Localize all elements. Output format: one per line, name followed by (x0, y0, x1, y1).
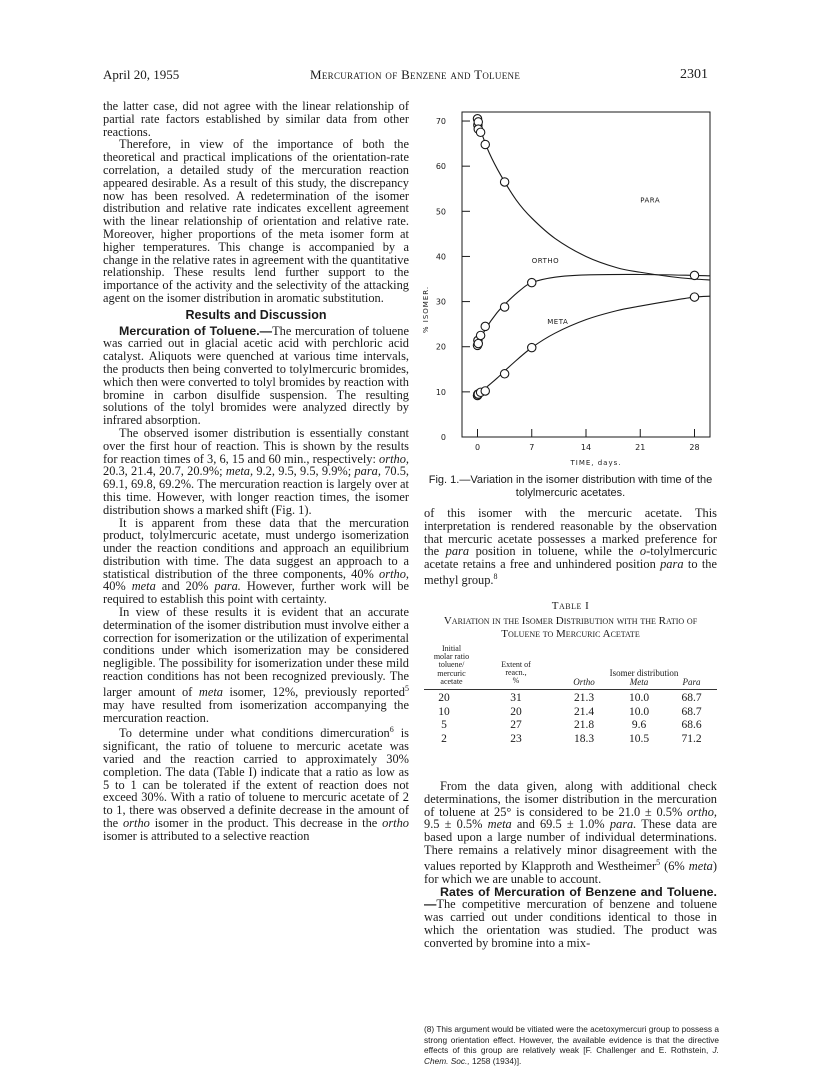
section-heading: Results and Discussion (185, 307, 327, 322)
y-tick-label: 10 (435, 387, 446, 397)
table-cell: 20 (510, 705, 522, 718)
column-header-meta: Meta (629, 677, 649, 687)
table-cell: 21.3 (573, 692, 595, 704)
y-tick-label: 30 (435, 297, 446, 307)
header-line: acetate (440, 676, 463, 686)
ortho-data-point (474, 339, 482, 347)
text-run: In view of these results it is evident that an accurate determination of the isomer distribution must involve either a correction for isomerization or the utilization of experimental conditions under which isomerization may be considered negligible. The possibility for isomerization under these mild reaction conditions has not been recognized previously. The larger amount of (103, 605, 409, 699)
paragraph (103, 427, 409, 517)
text-run: These data are based upon a large number of individual determinations. There remains a relatively minor disagreement with the values reported by Klapproth and Westheimer (424, 817, 717, 873)
italic-term: o (639, 544, 647, 559)
header-line: % (512, 676, 520, 686)
ortho-curve (478, 274, 711, 345)
reference-superscript: 6 (389, 725, 394, 735)
y-axis-title: % ISOMER. (422, 285, 430, 334)
italic-term: ortho, (379, 451, 409, 466)
italic-term: ortho (122, 816, 150, 831)
ortho-data-point (481, 322, 489, 330)
text-run: isomer in the product. This decrease in the (149, 816, 383, 831)
table-cell: 5 (441, 719, 447, 731)
text-run: -tolylmercuric acetate retains a free and unhindered position (424, 544, 717, 572)
table-cell: 21.4 (573, 705, 595, 718)
x-tick-label: 0 (474, 443, 481, 452)
italic-term: J. Chem. Soc., (424, 1045, 719, 1066)
x-tick-label: 14 (580, 443, 592, 452)
paragraph: Therefore, in view of the importance of both the theoretical and practical implications of the orientation-rate correlation, a detailed study of the mercuration reaction appeared desirable. As a result of this study, the discrepancy now has been resolved. A redetermination of the isomer distribution and relative rate indicates excellent agreement with the linear relationship of orientation and relative rate. Moreover, higher proportions of the meta isomer form at higher temperatures. This change is accompanied by a change in the relative rates in agreement with the quantitative relationship. These results lend further support to the importance of the activity and the selectivity of the attacking agent on the isomer distribution in aromatic substitution. (103, 137, 409, 305)
ortho-data-point (690, 271, 698, 279)
meta-data-point (528, 343, 536, 351)
header-line: mercuric (437, 668, 466, 678)
column-group-header: Isomer distribution (609, 668, 679, 678)
table-row (424, 733, 717, 746)
paragraph (424, 507, 717, 587)
y-tick-label: 20 (435, 342, 446, 352)
para-data-point (481, 140, 489, 148)
running-header-date: April 20, 1955 (103, 67, 180, 82)
paragraph (103, 325, 409, 427)
table-cell: 23 (510, 732, 522, 745)
italic-term: para, (354, 464, 381, 479)
italic-term: ortho, (687, 804, 717, 819)
meta-curve-label: META (547, 318, 569, 327)
text-run: isomer is attributed to a selective reaction (103, 828, 310, 843)
table-cell: 10 (438, 705, 450, 718)
text-run: 20.3, 21.4, 20.7, 20.9%; (103, 464, 226, 479)
meta-data-point (500, 370, 508, 378)
paragraph (103, 517, 409, 607)
run-in-heading: Rates of Mercuration of Benzene and Toluene.— (424, 884, 717, 912)
ortho-data-point (528, 278, 536, 286)
header-line: Initial (441, 644, 462, 653)
italic-term: para. (214, 579, 241, 594)
text-run: To determine under what conditions dimercuration (119, 726, 390, 741)
header-line: toluene/ (438, 660, 465, 670)
table-row (424, 719, 717, 732)
italic-term: para. (609, 817, 637, 832)
text-run: and 20% (155, 579, 215, 594)
text-run: may have resulted from isomerization accompanying the mercuration reaction. (103, 697, 409, 725)
table-cell: 10.0 (628, 692, 650, 704)
ortho-data-point (500, 303, 508, 311)
table-cell: 27 (510, 719, 522, 731)
y-tick-label: 70 (435, 117, 446, 127)
table-cell: 68.7 (681, 705, 702, 718)
italic-term: meta, (225, 464, 254, 479)
table-cell: 10.5 (628, 732, 650, 745)
y-tick-label: 60 (435, 162, 446, 172)
right-column-continued (424, 780, 717, 949)
left-column (103, 100, 409, 843)
header-line: reacn., (505, 668, 527, 678)
italic-term: meta (688, 858, 713, 873)
table-cell: 9.6 (631, 719, 647, 731)
running-header-title: Mercuration of Benzene and Toluene (310, 67, 521, 82)
para-curve-label: PARA (640, 196, 661, 205)
text-run: 9.2, 9.5, 9.5, 9.9%; (253, 464, 355, 479)
text-run: 70.5, 69.1, 69.8, 69.2%. The mercuration reaction is largely over at this time. However, with longer reaction times, the isomer distribution shows a marked shift (Fig. 1). (103, 464, 409, 517)
text-run: position in toluene, while the (469, 544, 640, 559)
paragraph-text: The mercuration of toluene was carried out in glacial acetic acid with perchloric acid catalyst. Aliquots were quenched at various time intervals, the products then being converted to tolylmercuric bromides, which then were converted to tolyl bromides by reaction with bromine in carbon disulfide suspension. The resulting solutions of the tolyl bromides were analyzed directly by infrared absorption. (103, 323, 409, 428)
paragraph (103, 724, 409, 842)
text-run: 1258 (1934)]. (469, 1055, 522, 1066)
paragraph (424, 780, 717, 886)
table-cell: 18.3 (573, 732, 595, 745)
column-header-ortho: Ortho (573, 677, 595, 687)
para-data-point (476, 128, 484, 136)
y-tick-label: 0 (440, 433, 446, 442)
table-row (424, 692, 717, 705)
figure-1 (410, 100, 730, 470)
italic-term: para (445, 544, 470, 559)
para-data-point (500, 178, 508, 186)
italic-term: meta (487, 817, 512, 832)
table-cell: 2 (441, 732, 447, 745)
text-run: 9.5 ± 0.5% (424, 817, 488, 832)
reference-superscript: 5 (656, 857, 661, 867)
paragraph (424, 886, 717, 950)
text-run: to the methyl group. (424, 557, 717, 588)
text-run: (6% (660, 858, 689, 873)
text-run: is significant, the ratio of toluene to mercuric acetate was varied and the reaction carried to approximately 30% completion. The data (Table I) indicate that a ratio as low as 5 to 1 can be tolerated if the extent of reaction does not exceed 30%. With a ratio of toluene to mercuric acetate of 2 to 1, there was observed a definite decrease in the amount of the (103, 726, 409, 831)
text-run: (8) This argument would be vitiated were the acetoxymercuri group to possess a strong orientation effect. However, the available evidence is that the directive effects of this group are relatively weak [F. Challenger and E. Rothstein, (424, 1024, 719, 1055)
meta-data-point (690, 293, 698, 301)
paragraph-text: The competitive mercuration of benzene and toluene was carried out under conditions identical to those in which the orientation was studied. The product was converted by bromine into a mix- (424, 897, 717, 950)
figure-caption: Fig. 1.—Variation in the isomer distribution with time of the tolylmercuric acetates. (428, 474, 713, 499)
text-run: However, further work will be required to establish this point with certainty. (103, 579, 409, 607)
header-line: Extent of (501, 660, 531, 669)
italic-term: para (660, 557, 684, 572)
italic-term: meta (198, 684, 223, 699)
reference-superscript: 5 (405, 683, 409, 693)
y-tick-label: 40 (435, 252, 446, 262)
run-in-heading: Mercuration of Toluene.— (119, 323, 273, 338)
table-cell: 71.2 (681, 732, 702, 745)
paragraph (103, 606, 409, 724)
table-cell: 21.8 (573, 719, 595, 731)
text-run: of this isomer with the mercuric acetate. This interpretation is rendered reasonable by the observation that mercuric acetate possesses a marked preference for the (424, 506, 717, 559)
x-tick-label: 7 (529, 443, 535, 452)
column-header-para: Para (682, 677, 701, 687)
text-run: ) for which we are unable to account. (424, 858, 717, 886)
ortho-curve-label: ORTHO (531, 257, 560, 266)
footnote (424, 1024, 719, 1066)
table-cell: 68.7 (681, 692, 702, 704)
page-number: 2301 (680, 67, 708, 82)
meta-data-point (481, 387, 489, 395)
table-rule (424, 689, 717, 690)
table-row (424, 706, 717, 719)
y-tick-label: 50 (435, 207, 446, 217)
table-cell: 31 (510, 692, 522, 704)
text-run: 40% (103, 579, 132, 594)
x-tick-label: 28 (689, 443, 700, 452)
table-cell: 20 (438, 692, 450, 704)
para-curve (478, 119, 711, 280)
paragraph: the latter case, did not agree with the linear relationship of partial rate factors established by similar data from other reactions. (103, 99, 409, 139)
text-run: It is apparent from these data that the mercuration product, tolylmercuric acetate, must undergo isomerization under the reaction conditions and approach an equilibrium distribution with time. The data suggest an approach to a statistical distribution of the three components, 40% (103, 515, 409, 581)
reference-superscript: 8 (493, 571, 498, 581)
right-column (424, 507, 717, 587)
italic-term: ortho (382, 816, 409, 831)
isomer-distribution-chart (410, 100, 730, 470)
table-cell: 68.6 (681, 719, 702, 731)
column-header-ratio (424, 645, 479, 686)
header-line: molar ratio (433, 652, 470, 662)
italic-term: ortho, (379, 566, 409, 581)
text-run: and 69.5 ± 1.0% (511, 817, 610, 832)
table-cell: 10.0 (628, 705, 650, 718)
column-header-extent (486, 661, 546, 686)
meta-curve (478, 296, 711, 395)
ortho-data-point (476, 331, 484, 339)
text-run: From the data given, along with additional check determinations, the isomer distribution in the mercuration of toluene at 25° is considered to be 21.0 ± 0.5% (424, 779, 717, 819)
text-run: isomer, 12%, previously reported (222, 684, 405, 699)
table-caption: Variation in the Isomer Distribution with the Ratio of Toluene to Mercuric Acetate (443, 615, 698, 640)
x-tick-label: 21 (635, 443, 646, 452)
text-run: The observed isomer distribution is essentially constant over the first hour of reaction. This is shown by the results for reaction times of 3, 6, 15 and 60 min., respectively: (103, 425, 409, 466)
table-title: Table I (551, 600, 590, 612)
italic-term: meta (131, 579, 156, 594)
x-axis-title: TIME, days. (570, 459, 622, 467)
